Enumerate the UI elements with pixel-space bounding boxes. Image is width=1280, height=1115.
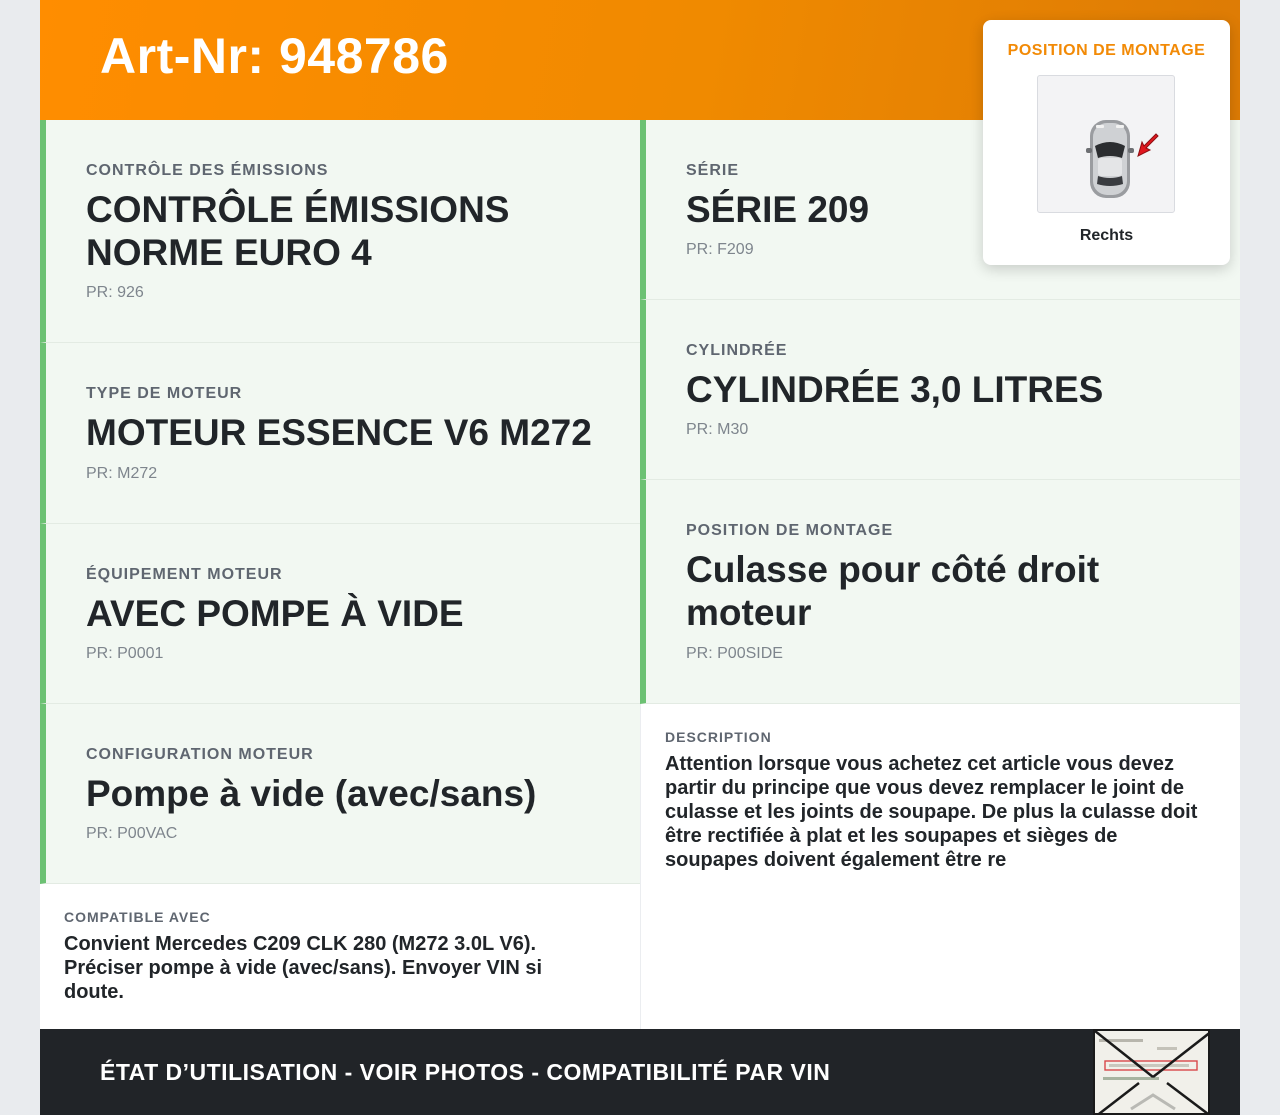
vehicle-document-thumbnail <box>1093 1029 1210 1115</box>
mounting-position-title: POSITION DE MONTAGE <box>1007 42 1206 59</box>
footer-text: ÉTAT D’UTILISATION - VOIR PHOTOS - COMPATIBILITÉ PAR VIN <box>100 1059 831 1085</box>
attribute-label: CONFIGURATION MOTEUR <box>86 746 314 763</box>
attribute-label: POSITION DE MONTAGE <box>686 522 894 539</box>
compatible-label: COMPATIBLE AVEC <box>64 909 211 925</box>
mounting-position-image <box>1037 75 1175 213</box>
attribute-value: Culasse pour côté droit moteur <box>686 549 1100 633</box>
document-envelope-icon <box>1095 1031 1210 1115</box>
attribute-pr-code: PR: 926 <box>86 284 144 301</box>
attribute-label: SÉRIE <box>686 162 740 179</box>
attribute-pr-code: PR: M30 <box>686 421 749 438</box>
article-number-title: Art-Nr: 948786 <box>100 28 449 84</box>
attribute-value: CONTRÔLE ÉMISSIONS NORME EURO 4 <box>86 189 510 273</box>
attribute-pr-code: PR: M272 <box>86 465 158 482</box>
attribute-value: SÉRIE 209 <box>686 189 870 230</box>
description-label: DESCRIPTION <box>665 729 772 745</box>
attribute-cell-mounting-position <box>640 480 1240 704</box>
attribute-value: AVEC POMPE À VIDE <box>86 593 464 634</box>
footer-bar <box>40 1029 1240 1115</box>
car-top-view-icon <box>1038 76 1174 212</box>
attribute-label: ÉQUIPEMENT MOTEUR <box>86 566 283 583</box>
attribute-cell-engine-equipment <box>40 524 640 704</box>
attribute-cell-engine-configuration <box>40 704 640 884</box>
attribute-value: MOTEUR ESSENCE V6 M272 <box>86 412 592 453</box>
attribute-value: CYLINDRÉE 3,0 LITRES <box>686 369 1104 410</box>
attribute-cell-emissions <box>40 120 640 343</box>
attribute-label: CONTRÔLE DES ÉMISSIONS <box>86 162 329 179</box>
attribute-value: Pompe à vide (avec/sans) <box>86 773 537 814</box>
attribute-pr-code: PR: P00SIDE <box>686 645 783 662</box>
mounting-position-card <box>983 20 1230 265</box>
attribute-pr-code: PR: P0001 <box>86 645 164 662</box>
description-section <box>640 704 1240 1029</box>
attribute-label: TYPE DE MOTEUR <box>86 385 243 402</box>
compatible-section <box>40 884 640 1029</box>
mounting-position-side-label: Rechts <box>1079 227 1134 244</box>
attribute-pr-code: PR: F209 <box>686 241 754 258</box>
product-sheet <box>40 0 1240 1115</box>
description-text: Attention lorsque vous achetez cet article vous devez partir du principe que vous devez remplacer le joint de culasse et les joints de soupape. De plus la culasse doit être rectifiée à plat et les soupapes et sièges de soupapes doivent également être re <box>665 753 1198 871</box>
attribute-label: CYLINDRÉE <box>686 342 788 359</box>
attribute-pr-code: PR: P00VAC <box>86 825 178 842</box>
attribute-cell-displacement <box>640 300 1240 480</box>
compatible-text: Convient Mercedes C209 CLK 280 (M272 3.0L V6). Préciser pompe à vide (avec/sans). Envoyer VIN si doute. <box>64 933 543 1003</box>
attribute-cell-engine-type <box>40 343 640 524</box>
